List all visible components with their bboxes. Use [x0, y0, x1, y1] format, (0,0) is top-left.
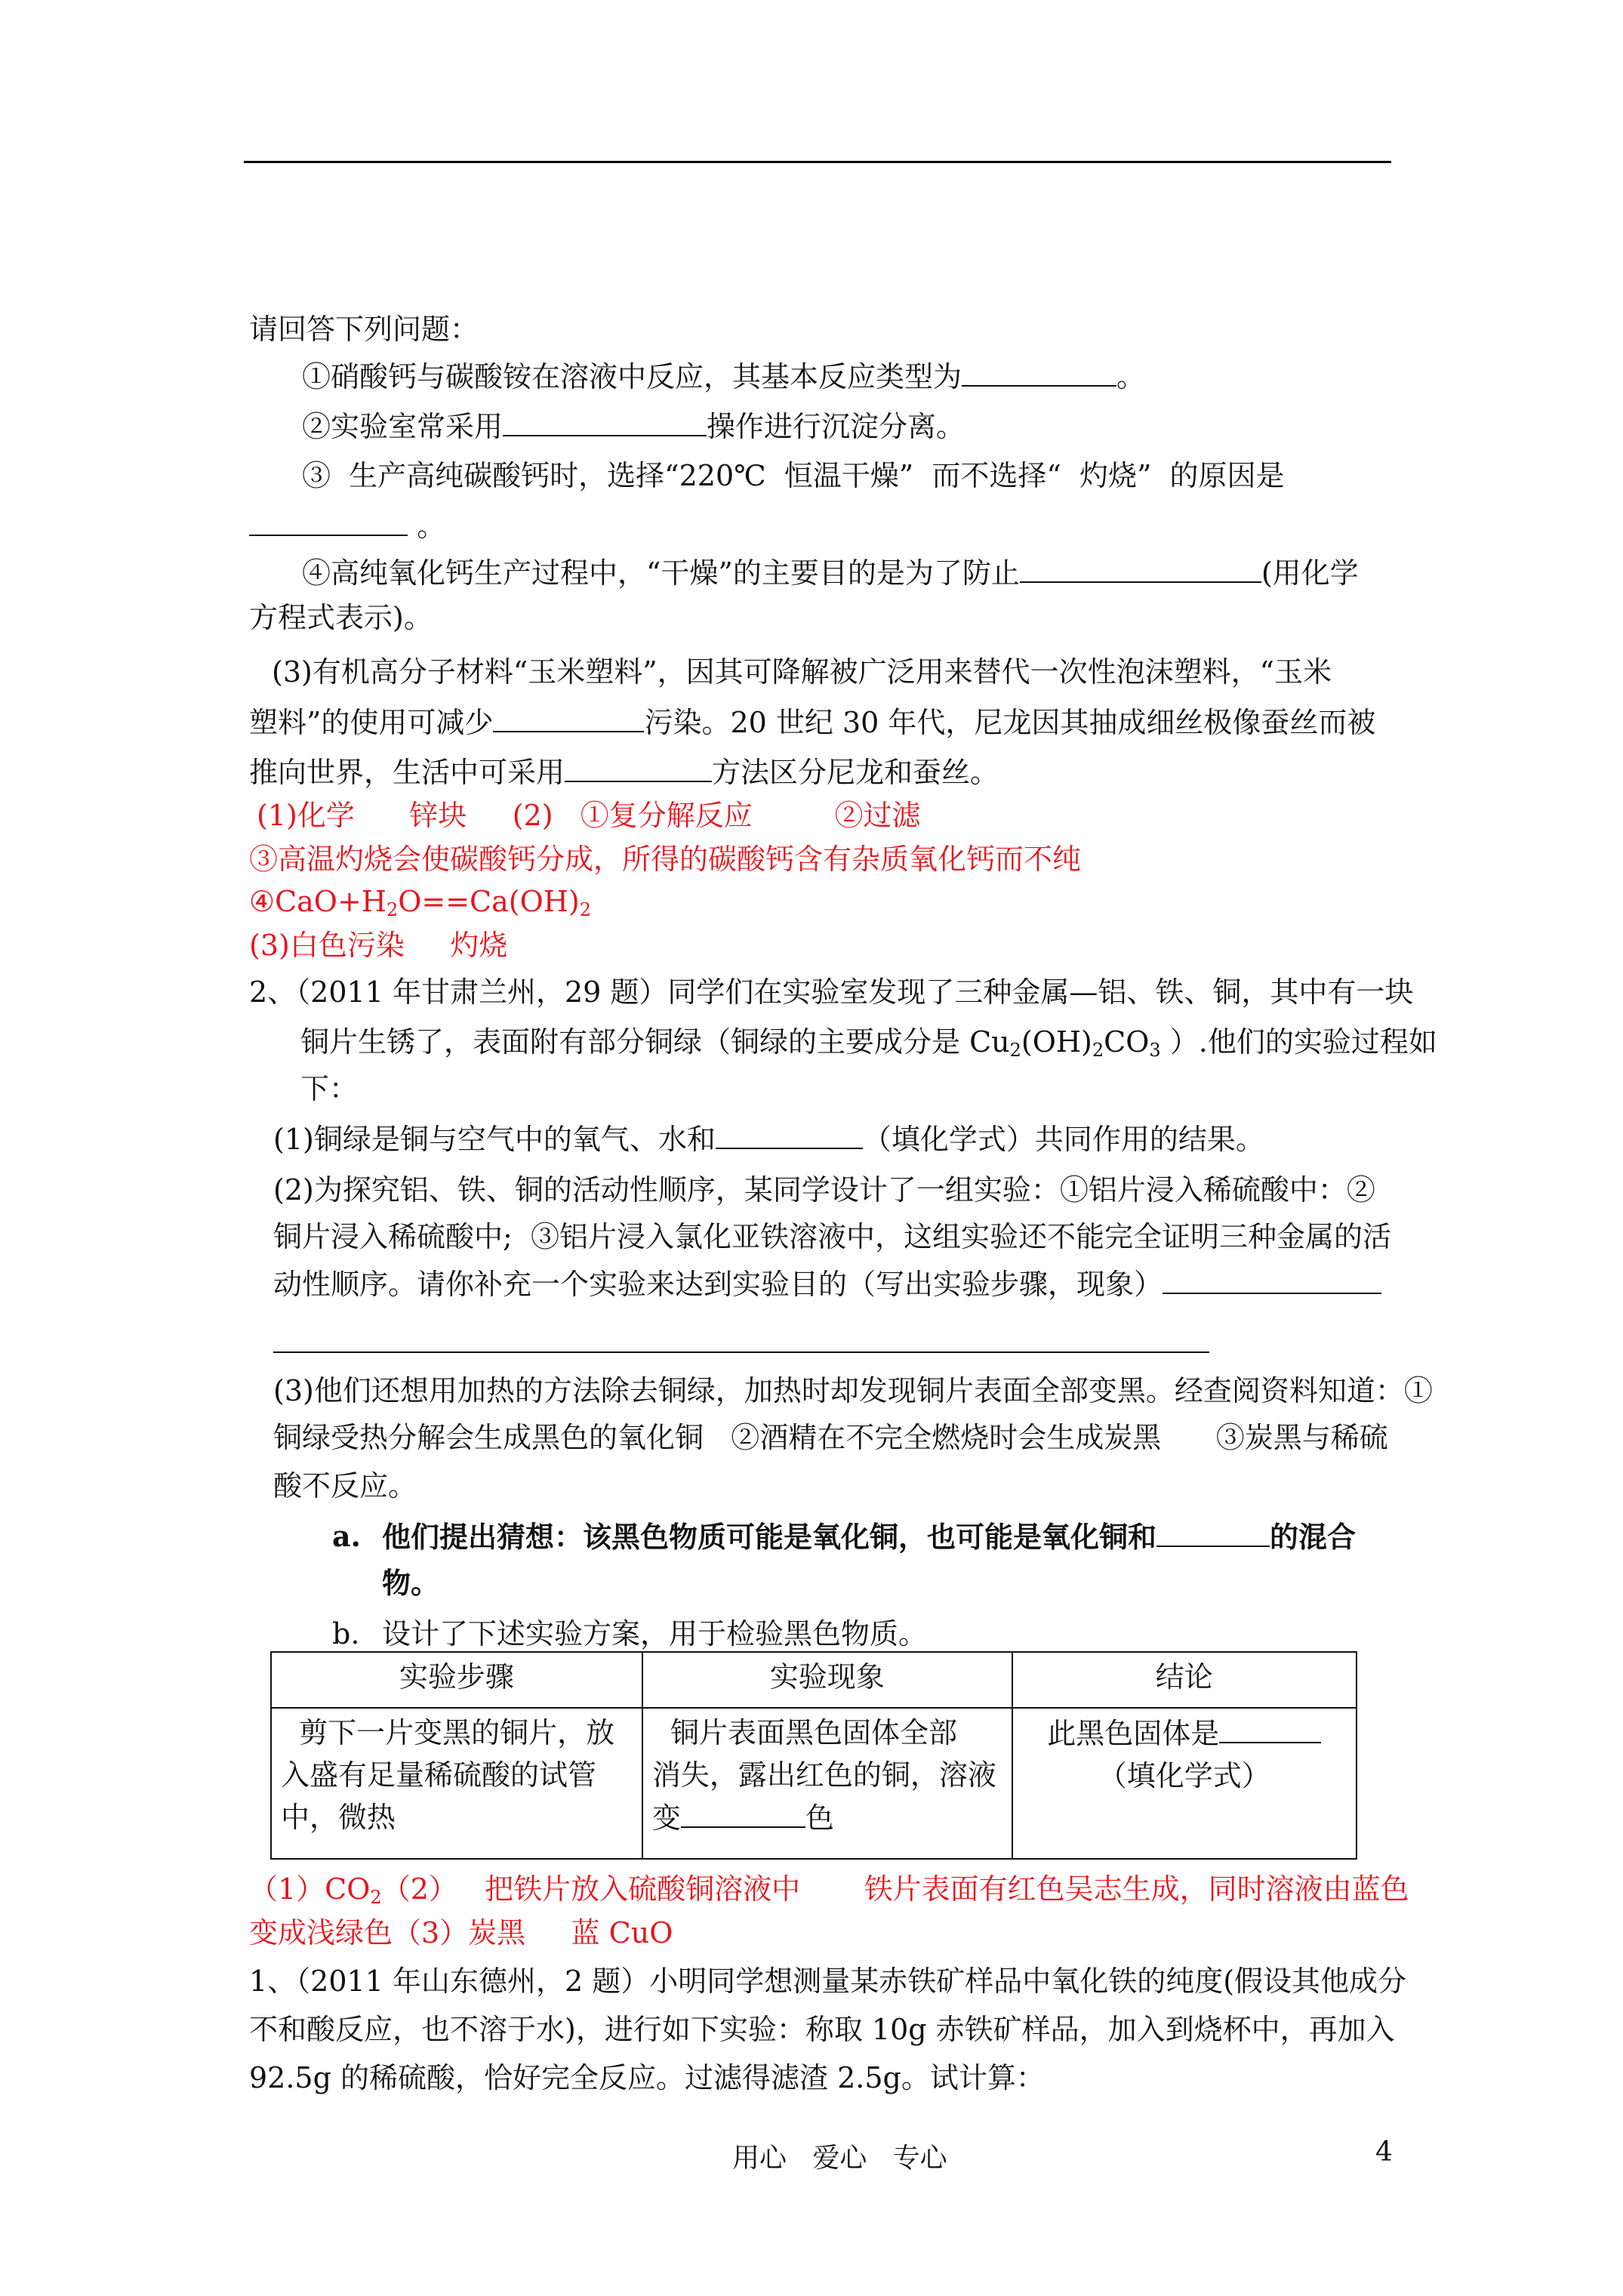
- table-cell-step: 剪下一片变黑的铜片，放 入盛有足量稀硫酸的试管 中，微热: [271, 1708, 642, 1859]
- paragraph-3-line-3: 推向世界，生活中可采用 方法区分尼龙和蚕丝。: [249, 750, 999, 794]
- answer-blank[interactable]: [493, 701, 644, 732]
- question-2-part-3-line-3: 酸不反应。: [273, 1469, 417, 1502]
- question-3-line-1: 1、（2011 年山东德州，2 题）小明同学想测量某赤铁矿样品中氧化铁的纯度(假设其他成分: [249, 1965, 1407, 1998]
- question-item-4-cont: 方程式表示)。: [249, 601, 433, 634]
- question-item-1: ①硝酸钙与碳酸铵在溶液中反应，其基本反应类型为 。: [302, 355, 1145, 398]
- table-header: 实验步骤: [271, 1652, 642, 1708]
- question-2-part-1: (1)铜绿是铜与空气中的氧气、水和 （填化学式）共同作用的结果。: [273, 1117, 1264, 1160]
- table-header: 结论: [1012, 1652, 1357, 1708]
- question-2-part-2-line-3: 动性顺序。请你补充一个实验来达到实验目的（写出实验步骤，现象）: [273, 1262, 1381, 1305]
- answer-line-6: 变成浅绿色（3）炭黑 蓝 CuO: [249, 1916, 673, 1949]
- answer-line-1: (1)化学 锌块 (2) ①复分解反应 ②过滤: [257, 799, 921, 832]
- question-3-line-2: 不和酸反应，也不溶于水)，进行如下实验：称取 10g 赤铁矿样品，加入到烧杯中，再加入: [249, 2013, 1395, 2046]
- paragraph-3-line-2: 塑料”的使用可减少 污染。20 世纪 30 年代，尼龙因其抽成细丝极像蚕丝而被: [249, 701, 1375, 744]
- question-2-title: 2、（2011 年甘肃兰州，29 题）同学们在实验室发现了三种金属—铝、铁、铜，其中有一块: [249, 975, 1414, 1009]
- answer-line-4: (3)白色污染 灼烧: [249, 929, 508, 962]
- table-header: 实验现象: [642, 1652, 1012, 1708]
- sub-item-b: 设计了下述实验方案，用于检验黑色物质。: [382, 1617, 928, 1650]
- answer-blank[interactable]: [1020, 551, 1261, 583]
- question-item-3-cont: 。: [249, 504, 445, 547]
- experiment-table: [270, 1651, 1357, 1860]
- answer-blank[interactable]: [1219, 1712, 1321, 1743]
- table-cell-phenomenon: 铜片表面黑色固体全部 消失，露出红色的铜，溶液 变 色: [642, 1708, 1012, 1859]
- question-2-part-3-line-2: 铜绿受热分解会生成黑色的氧化铜 ②酒精在不完全燃烧时会生成炭黑 ③炭黑与稀硫: [273, 1421, 1388, 1454]
- answer-blank[interactable]: [716, 1117, 863, 1149]
- sub-item-a-cont: 物。: [382, 1566, 440, 1600]
- header-rule: [244, 161, 1391, 163]
- question-item-2: ②实验室常采用 操作进行沉淀分离。: [302, 405, 965, 448]
- table-header-row: [271, 1652, 1357, 1708]
- question-2-line-2: 铜片生锈了，表面附有部分铜绿（铜绿的主要成分是 $Cu_2(OH)_2CO_3$ ）.他们的实验过程如: [300, 1025, 1437, 1061]
- answer-line-blank[interactable]: [273, 1351, 1209, 1353]
- question-item-4: ④高纯氧化钙生产过程中，“干燥”的主要目的是为了防止 (用化学: [302, 551, 1359, 594]
- page-number: 4: [1375, 2137, 1393, 2168]
- question-2-part-2-line-2: 铜片浸入稀硫酸中; ③铝片浸入氯化亚铁溶液中，这组实验还不能完全证明三种金属的活: [273, 1220, 1391, 1253]
- question-intro: 请回答下列问题：: [249, 313, 479, 346]
- question-2-part-3-line-1: (3)他们还想用加热的方法除去铜绿，加热时却发现铜片表面全部变黑。经查阅资料知道：①: [273, 1374, 1433, 1407]
- answer-line-2: ③高温灼烧会使碳酸钙分成，所得的碳酸钙含有杂质氧化钙而不纯: [249, 843, 1082, 876]
- table-row: [271, 1708, 1357, 1859]
- question-item-3: ③ 生产高纯碳酸钙时，选择“220℃ 恒温干燥” 而不选择“ 灼烧” 的原因是: [302, 459, 1285, 492]
- footer-motto: 用心 爱心 专心: [732, 2143, 947, 2174]
- question-2-part-2-line-1: (2)为探究铝、铁、铜的活动性顺序，某同学设计了一组实验：①铝片浸入稀硫酸中：②: [273, 1173, 1375, 1207]
- paragraph-3-line-1: (3)有机高分子材料“玉米塑料”，因其可降解被广泛用来替代一次性泡沫塑料，“玉米: [272, 655, 1332, 689]
- answer-blank[interactable]: [565, 750, 712, 782]
- answer-blank[interactable]: [249, 504, 408, 536]
- question-2-line-3: 下：: [300, 1072, 359, 1105]
- answer-blank[interactable]: [1156, 1515, 1270, 1547]
- answer-blank[interactable]: [681, 1796, 805, 1828]
- answer-blank[interactable]: [1163, 1262, 1381, 1294]
- sub-item-b-label: b.: [332, 1617, 360, 1650]
- answer-line-5: $(1)CO_2(2)$ 把铁片放入硫酸铜溶液中 铁片表面有红色吴志生成，同时溶液由蓝色: [249, 1872, 1409, 1908]
- answer-blank[interactable]: [503, 405, 707, 436]
- question-3-line-3: 92.5g 的稀硫酸，恰好完全反应。过滤得滤渣 2.5g。试计算：: [249, 2061, 1045, 2094]
- sub-item-a-label: a.: [332, 1519, 361, 1553]
- answer-line-3: $④CaO+H_2O==Ca(OH)_2$: [249, 885, 592, 920]
- sub-item-a: 他们提出猜想：该黑色物质可能是氧化铜，也可能是氧化铜和 的混合: [382, 1515, 1356, 1558]
- answer-blank[interactable]: [962, 355, 1116, 387]
- table-cell-conclusion: 此黑色固体是 （填化学式）: [1012, 1708, 1357, 1859]
